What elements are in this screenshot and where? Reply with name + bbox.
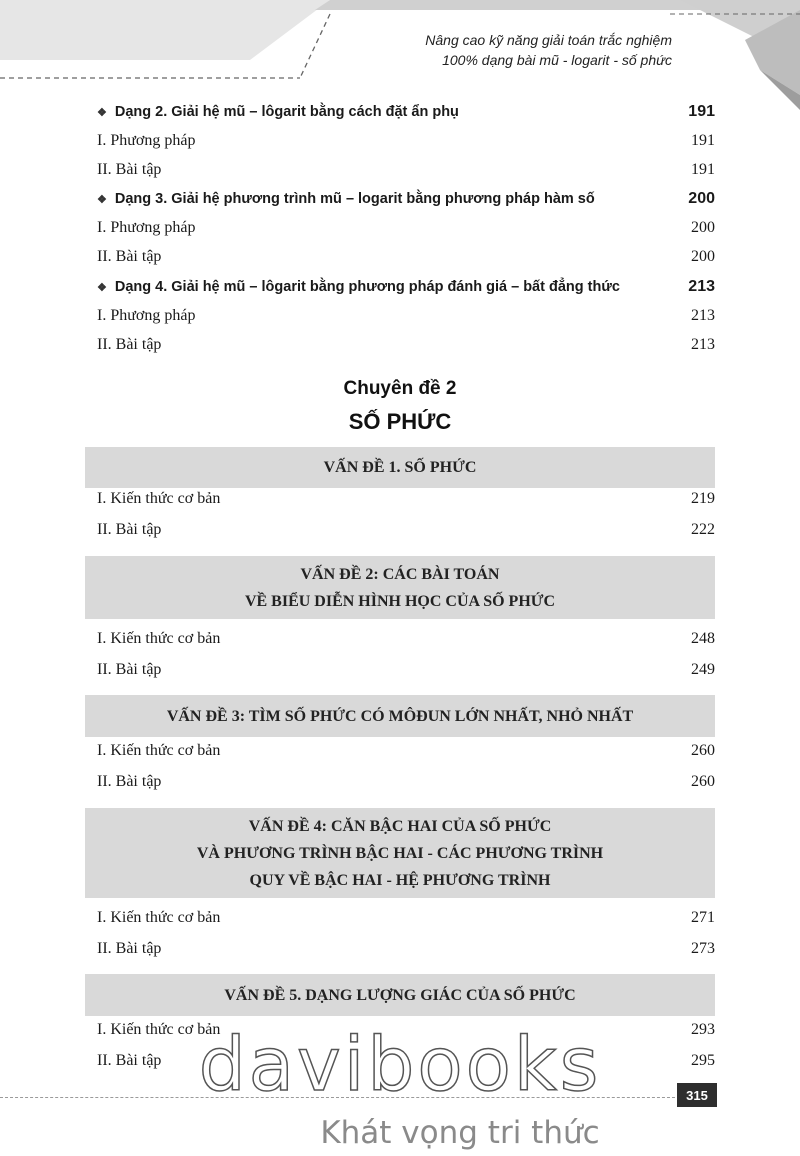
- toc-entry: II. Bài tập 273: [97, 940, 715, 957]
- toc-entry: I. Kiến thức cơ bản 271: [97, 909, 715, 926]
- section-band-5: [85, 974, 715, 1016]
- chapter-title: SỐ PHỨC: [348, 409, 452, 434]
- toc-entry: I. Kiến thức cơ bản 219: [97, 490, 715, 507]
- toc-entry-dang-3: ❖ Dạng 3. Giải hệ phương trình mũ – logarit bằng phương pháp hàm số 200: [97, 190, 715, 207]
- header-line-1: Nâng cao kỹ năng giải toán trắc nghiệm: [425, 32, 672, 48]
- toc-entry-dang-4: ❖ Dạng 4. Giải hệ mũ – lôgarit bằng phương pháp đánh giá – bất đẳng thức 213: [97, 278, 715, 295]
- section-title: VẤN ĐỀ 4: CĂN BẬC HAI CỦA SỐ PHỨC: [248, 817, 552, 835]
- watermark-brand: davibooks: [198, 1022, 602, 1108]
- toc-entry: II. Bài tập 200: [97, 248, 715, 265]
- toc-entry: I. Kiến thức cơ bản 248: [97, 630, 715, 647]
- toc-entry: I. Phương pháp 213: [97, 307, 715, 324]
- toc-entry: II. Bài tập 249: [97, 661, 715, 678]
- toc-entry: II. Bài tập 222: [97, 521, 715, 538]
- header-line-2: 100% dạng bài mũ - logarit - số phức: [442, 52, 672, 68]
- section-band-4: [85, 808, 715, 898]
- section-title: VẤN ĐỀ 3: TÌM SỐ PHỨC CÓ MÔĐUN LỚN NHẤT, NHỎ NHẤT: [166, 707, 634, 725]
- section-band-3: [85, 695, 715, 737]
- toc-entry: II. Bài tập 191: [97, 161, 715, 178]
- toc-entry: II. Bài tập 213: [97, 336, 715, 353]
- toc-entry: I. Kiến thức cơ bản 260: [97, 742, 715, 759]
- running-header: [425, 30, 672, 70]
- section-band-1: [85, 447, 715, 488]
- toc-entry: I. Kiến thức cơ bản 293: [97, 1021, 715, 1038]
- page-number: 315: [677, 1083, 717, 1107]
- section-title: VẤN ĐỀ 5. DẠNG LƯỢNG GIÁC CỦA SỐ PHỨC: [224, 986, 576, 1004]
- diamond-bullet-icon: ❖: [97, 106, 107, 119]
- watermark-slogan: Khát vọng tri thức: [320, 1115, 600, 1151]
- section-title: VỀ BIỂU DIỄN HÌNH HỌC CỦA SỐ PHỨC: [244, 592, 556, 610]
- section-title: VẤN ĐỀ 2: CÁC BÀI TOÁN: [300, 565, 500, 583]
- section-title: VÀ PHƯƠNG TRÌNH BẬC HAI - CÁC PHƯƠNG TRÌNH: [196, 844, 604, 862]
- section-title: QUY VỀ BẬC HAI - HỆ PHƯƠNG TRÌNH: [249, 871, 551, 889]
- toc-entry-dang-2: ❖ Dạng 2. Giải hệ mũ – lôgarit bằng cách đặt ẩn phụ 191: [97, 103, 715, 120]
- diamond-bullet-icon: ❖: [97, 193, 107, 206]
- chapter-number: Chuyên đề 2: [343, 378, 457, 399]
- section-title: VẤN ĐỀ 1. SỐ PHỨC: [323, 459, 477, 476]
- toc-entry: II. Bài tập 295: [97, 1052, 715, 1069]
- toc-entry: II. Bài tập 260: [97, 773, 715, 790]
- toc-entry: I. Phương pháp 191: [97, 132, 715, 149]
- section-band-2: [85, 556, 715, 619]
- diamond-bullet-icon: ❖: [97, 281, 107, 294]
- toc-entry: I. Phương pháp 200: [97, 219, 715, 236]
